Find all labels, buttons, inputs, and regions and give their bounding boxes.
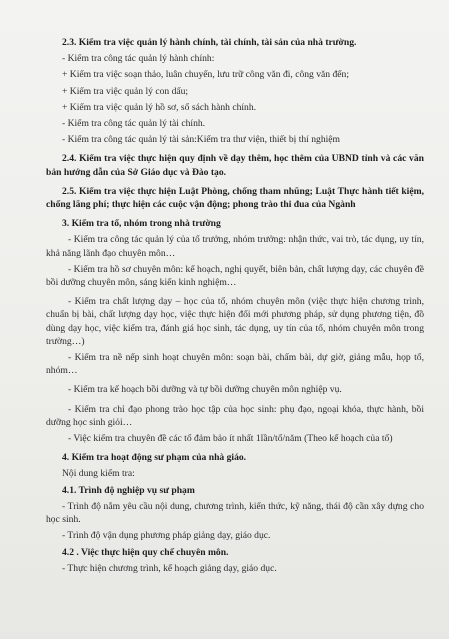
heading-2-4: 2.4. Kiểm tra việc thực hiện quy định về dạy thêm, học thêm của UBND tỉnh và các văn bản hướng dẫn của Sở Giáo dục và Đào tạo.: [46, 153, 424, 178]
text-line: + Kiểm tra việc quản lý hồ sơ, sổ sách hành chính.: [62, 101, 257, 113]
text-line: Nội dung kiểm tra:: [62, 468, 135, 480]
heading-2-3: 2.3. Kiểm tra việc quản lý hành chính, tài chính, tài sản của nhà trường.: [62, 37, 357, 48]
text-paragraph: - Kiểm tra nề nếp sinh hoạt chuyên môn: soạn bài, chấm bài, dự giờ, giảng mẫu, họp tổ, nhóm…: [46, 352, 424, 377]
text-line: + Kiểm tra việc soạn thảo, luân chuyển, lưu trữ công văn đi, công văn đến;: [62, 69, 350, 81]
text-paragraph: - Việc kiểm tra chuyên đề các tổ đảm bảo ít nhất 1lần/tổ/năm (Theo kế hoạch của tổ): [68, 433, 393, 445]
text-paragraph: - Trình độ nắm yêu cầu nội dung, chương trình, kiến thức, kỹ năng, thái độ cần xây dựng cho học sinh.: [46, 500, 424, 526]
text-line: - Kiểm tra công tác quản lý tài sản:Kiểm tra thư viện, thiết bị thí nghiệm: [62, 134, 341, 146]
heading-4: 4. Kiểm tra hoạt động sư phạm của nhà giáo.: [62, 452, 247, 464]
text-paragraph: - Kiểm tra kế hoạch bồi dưỡng và tự bồi dưỡng chuyên môn nghiệp vụ.: [68, 384, 342, 396]
text-line: - Trình độ vận dụng phương pháp giảng dạy, giáo dục.: [62, 530, 271, 542]
text-line: + Kiểm tra việc quản lý con dấu;: [62, 85, 189, 97]
text-paragraph: - Kiểm tra chất lượng dạy – học của tổ, nhóm chuyên môn (việc thực hiện chương trình, chuẩn bị bài, chất lượng dạy học, việc thực hiện đổi mới phương pháp, sử dụng phương tiện, đồ dùng dạy học, việc kiểm tra, đánh giá học sinh, tác dụng, uy tín của tổ, nhóm chuyên môn trong trường…): [46, 296, 424, 347]
heading-3: 3. Kiểm tra tổ, nhóm trong nhà trường: [62, 218, 221, 230]
text-paragraph: - Kiểm tra hồ sơ chuyên môn: kế hoạch, nghị quyết, biên bản, chất lượng dạy, các chuyên đề bồi dưỡng chuyên môn, sáng kiến kinh nghiệm…: [46, 263, 424, 289]
text-paragraph: - Kiểm tra chỉ đạo phong trào học tập của học sinh: phụ đạo, ngoại khóa, thực hành, bồi dưỡng học sinh giỏi…: [46, 403, 424, 428]
text-paragraph: - Kiểm tra công tác quản lý của tổ trưởng, nhóm trưởng: nhận thức, vai trò, tác dụng, uy tín, khả năng lãnh đạo chuyên môn…: [46, 234, 424, 259]
heading-4-2: 4.2 . Việc thực hiện quy chế chuyên môn.: [62, 546, 229, 558]
heading-4-1: 4.1. Trình độ nghiệp vụ sư phạm: [62, 484, 195, 496]
document-body: [46, 36, 424, 575]
text-line: - Kiểm tra công tác quản lý tài chính.: [62, 118, 206, 130]
text-line: - Thực hiện chương trình, kế hoạch giảng dạy, giáo dục.: [62, 562, 277, 574]
heading-2-5: 2.5. Kiểm tra việc thực hiện Luật Phòng, chống tham nhũng; Luật Thực hành tiết kiệm, chống lãng phí; thực hiện các cuộc vận động; phong trào thi đua của Ngành: [46, 185, 424, 211]
text-line: - Kiểm tra công tác quản lý hành chính:: [62, 53, 215, 65]
